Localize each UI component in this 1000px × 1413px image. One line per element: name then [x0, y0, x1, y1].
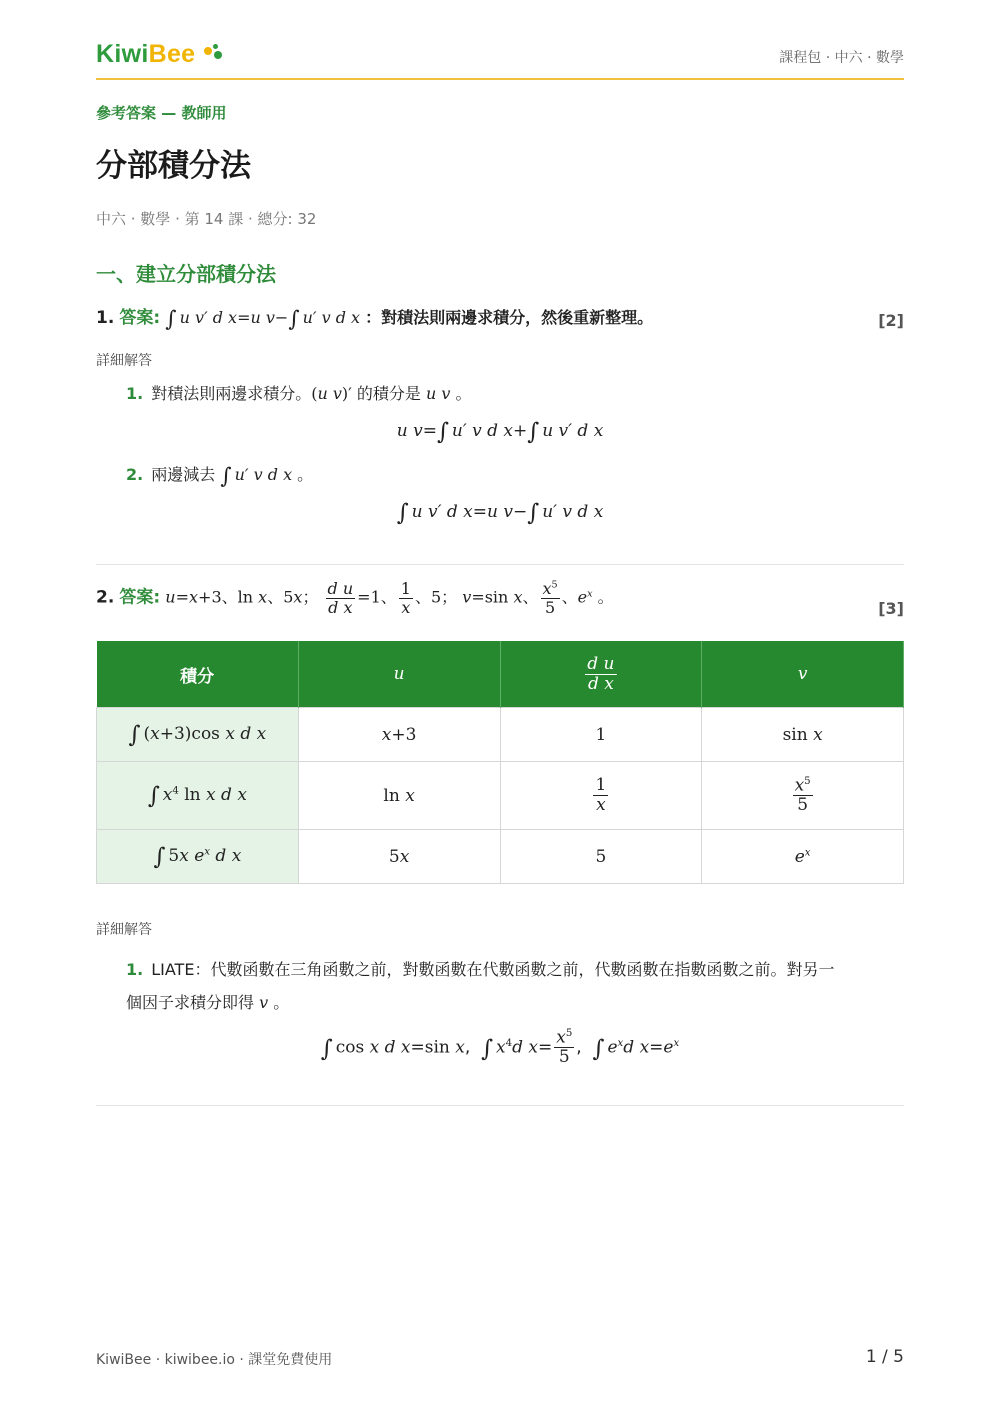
footer-credit: KiwiBee · kiwibee.io · 課堂免費使用: [96, 1352, 333, 1368]
doc-kicker: 參考答案 — 教師用: [96, 104, 227, 122]
course-breadcrumb: 課程包 · 中六 · 數學: [779, 50, 904, 66]
detail-label: 詳細解答: [96, 353, 152, 369]
table-row: ∫ (x+3)cos x d x x+3 1 sin x: [97, 708, 904, 762]
column-header: 積分: [97, 641, 299, 708]
divider: [96, 1105, 904, 1106]
equation: ∫ u v′ d x=u v−∫ u′ v d x: [396, 500, 604, 526]
detail-label: 詳細解答: [96, 922, 152, 938]
doc-meta: 中六 · 數學 · 第 14 課 · 總分: 32: [96, 210, 317, 228]
marks: [3]: [878, 599, 904, 618]
equation: u v=∫ u′ v d x+∫ u v′ d x: [396, 419, 604, 445]
question-2: 2. 答案: u=x+3、ln x、5x； $\frac{\text{d u}}{\text{d x}}$ =1、 $\frac{1}{x}$ 、5； v=sin x、 $\frac{x^5}{5}$ 、$e^x$ 。: [96, 579, 614, 617]
divider: [96, 564, 904, 565]
marks: [2]: [878, 311, 904, 330]
logo-dots-icon: [204, 44, 224, 60]
section-heading: 一、建立分部積分法: [96, 262, 276, 286]
integration-table: [96, 641, 904, 884]
column-header: v: [702, 641, 904, 708]
page-header: [96, 38, 904, 80]
formula: ∫ u v′ d x=u v−∫ u′ v d x: [165, 307, 361, 332]
brand-logo: KiwiBee: [96, 40, 196, 68]
solution-step: 2. 兩邊減去 ∫ u′ v d x 。: [126, 464, 314, 489]
column-header: u: [298, 641, 500, 708]
page-number: 1 / 5: [865, 1347, 904, 1367]
page-title: 分部積分法: [96, 148, 251, 184]
column-header: $\frac{\text{d u}}{\text{d x}}$: [500, 641, 702, 708]
solution-step: 1. 對積法則兩邊求積分。(u v)′ 的積分是 u v 。: [126, 384, 472, 403]
solution-step: 1. LIATE：代數函數在三角函數之前，對數函數在代數函數之前，代數函數在指數函數之前。對另一 個因子求積分即得 v 。: [126, 960, 835, 1012]
equation: ∫ cos x d x=sin x, ∫ $x^4d$ x= $\frac{x^5}{5}$ , ∫ $e^xd$ $x=e^x$: [320, 1027, 680, 1068]
table-header: [97, 641, 904, 708]
table-row: ∫ 5x $e^x$ d x 5x 5 $e^x$: [97, 830, 904, 884]
table-row: ∫ $x^4$ ln x d x ln x $\frac{1}{x}$ $\frac{x^5}{5}$: [97, 762, 904, 830]
answer-label: 答案:: [119, 308, 161, 328]
question-1: 1. 答案: ∫ u v′ d x=u v−∫ u′ v d x ：對積法則兩邊求積分，然後重新整理。: [96, 307, 654, 332]
